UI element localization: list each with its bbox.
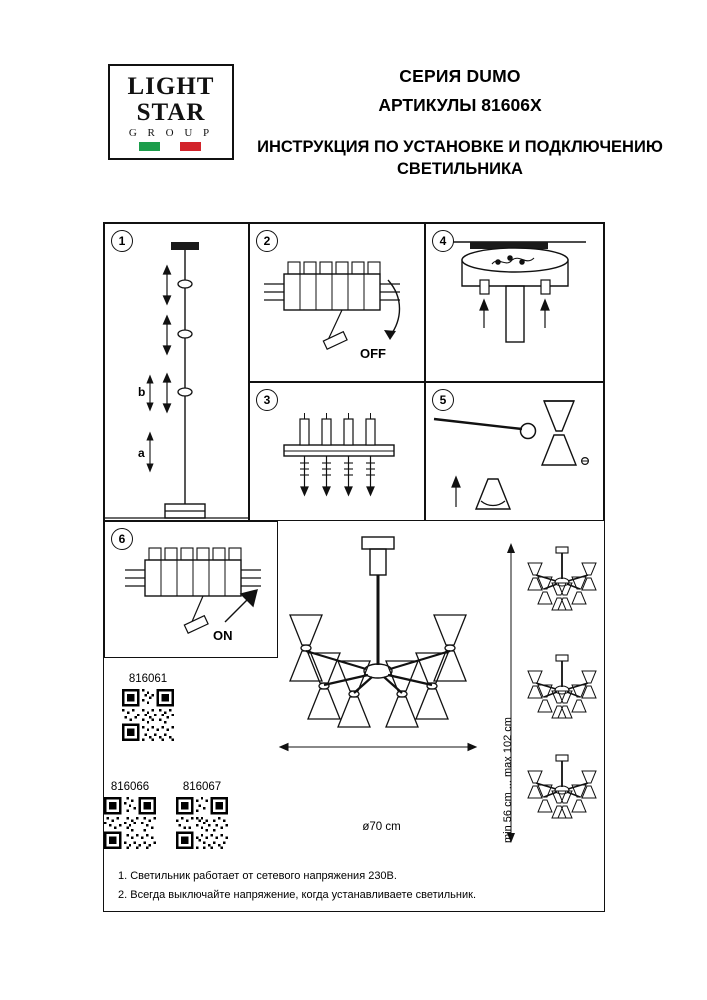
step-3-number: 3 [256,389,278,411]
series-label: СЕРИЯ DUMO [399,66,521,86]
step-2-illustration [250,224,426,383]
qr-code-image-3 [176,797,228,849]
step-4-panel [425,223,604,382]
step-1-illustration [105,224,250,522]
logo-line-3: G R O U P [128,127,214,139]
logo-line-1: LIGHT [127,73,215,100]
step-5-number: 5 [432,389,454,411]
step-4-number: 4 [432,230,454,252]
note-2: 2. Всегда выключайте напряжение, когда устанавливаете светильник. [118,889,477,902]
qr-caption-816066: 816066 [110,781,150,793]
page-header [0,30,707,180]
logo-text [110,72,232,139]
qr-block-816066 [104,781,156,849]
diameter-label: ø70 cm [362,821,401,833]
step-1-number: 1 [111,230,133,252]
step-6-number: 6 [111,528,133,550]
step-1-panel [104,223,249,521]
note-1: 1. Светильник работает от сетевого напряжения 230В. [118,870,397,882]
step-1-label-a: a [138,446,145,460]
qr-caption-816061: 816061 [128,673,168,685]
italian-flag-icon [139,142,201,151]
qr-block-816067 [176,781,228,849]
variant-view-3 [522,753,602,829]
step-1-label-b: b [138,385,146,399]
header-titles [250,66,670,181]
height-range-label: min 56 cm ... max 102 cm [502,717,514,843]
step-2-number: 2 [256,230,278,252]
qr-caption-816067: 816067 [182,781,222,793]
step-4-illustration [426,224,605,383]
page-title: ИНСТРУКЦИЯ ПО УСТАНОВКЕ И ПОДКЛЮЧЕНИЮ СВЕТИЛЬНИКА [257,138,663,179]
step-3-panel [249,382,425,521]
qr-code-image-1 [122,689,174,741]
variant-view-1 [522,545,602,621]
diagram-frame [103,222,605,912]
step-5-panel [425,382,604,521]
step-6-panel [104,521,278,658]
brand-logo [108,64,234,160]
article-label: АРТИКУЛЫ 81606X [378,95,542,115]
product-front-view [254,533,499,823]
notes-block [118,867,588,906]
logo-line-2: STAR [136,99,206,126]
qr-block-816061 [122,673,174,741]
step-6-label-on: ON [213,628,233,643]
step-2-label-off: OFF [360,346,386,361]
qr-code-image-2 [104,797,156,849]
variant-view-2 [522,653,602,729]
step-2-panel [249,223,425,382]
